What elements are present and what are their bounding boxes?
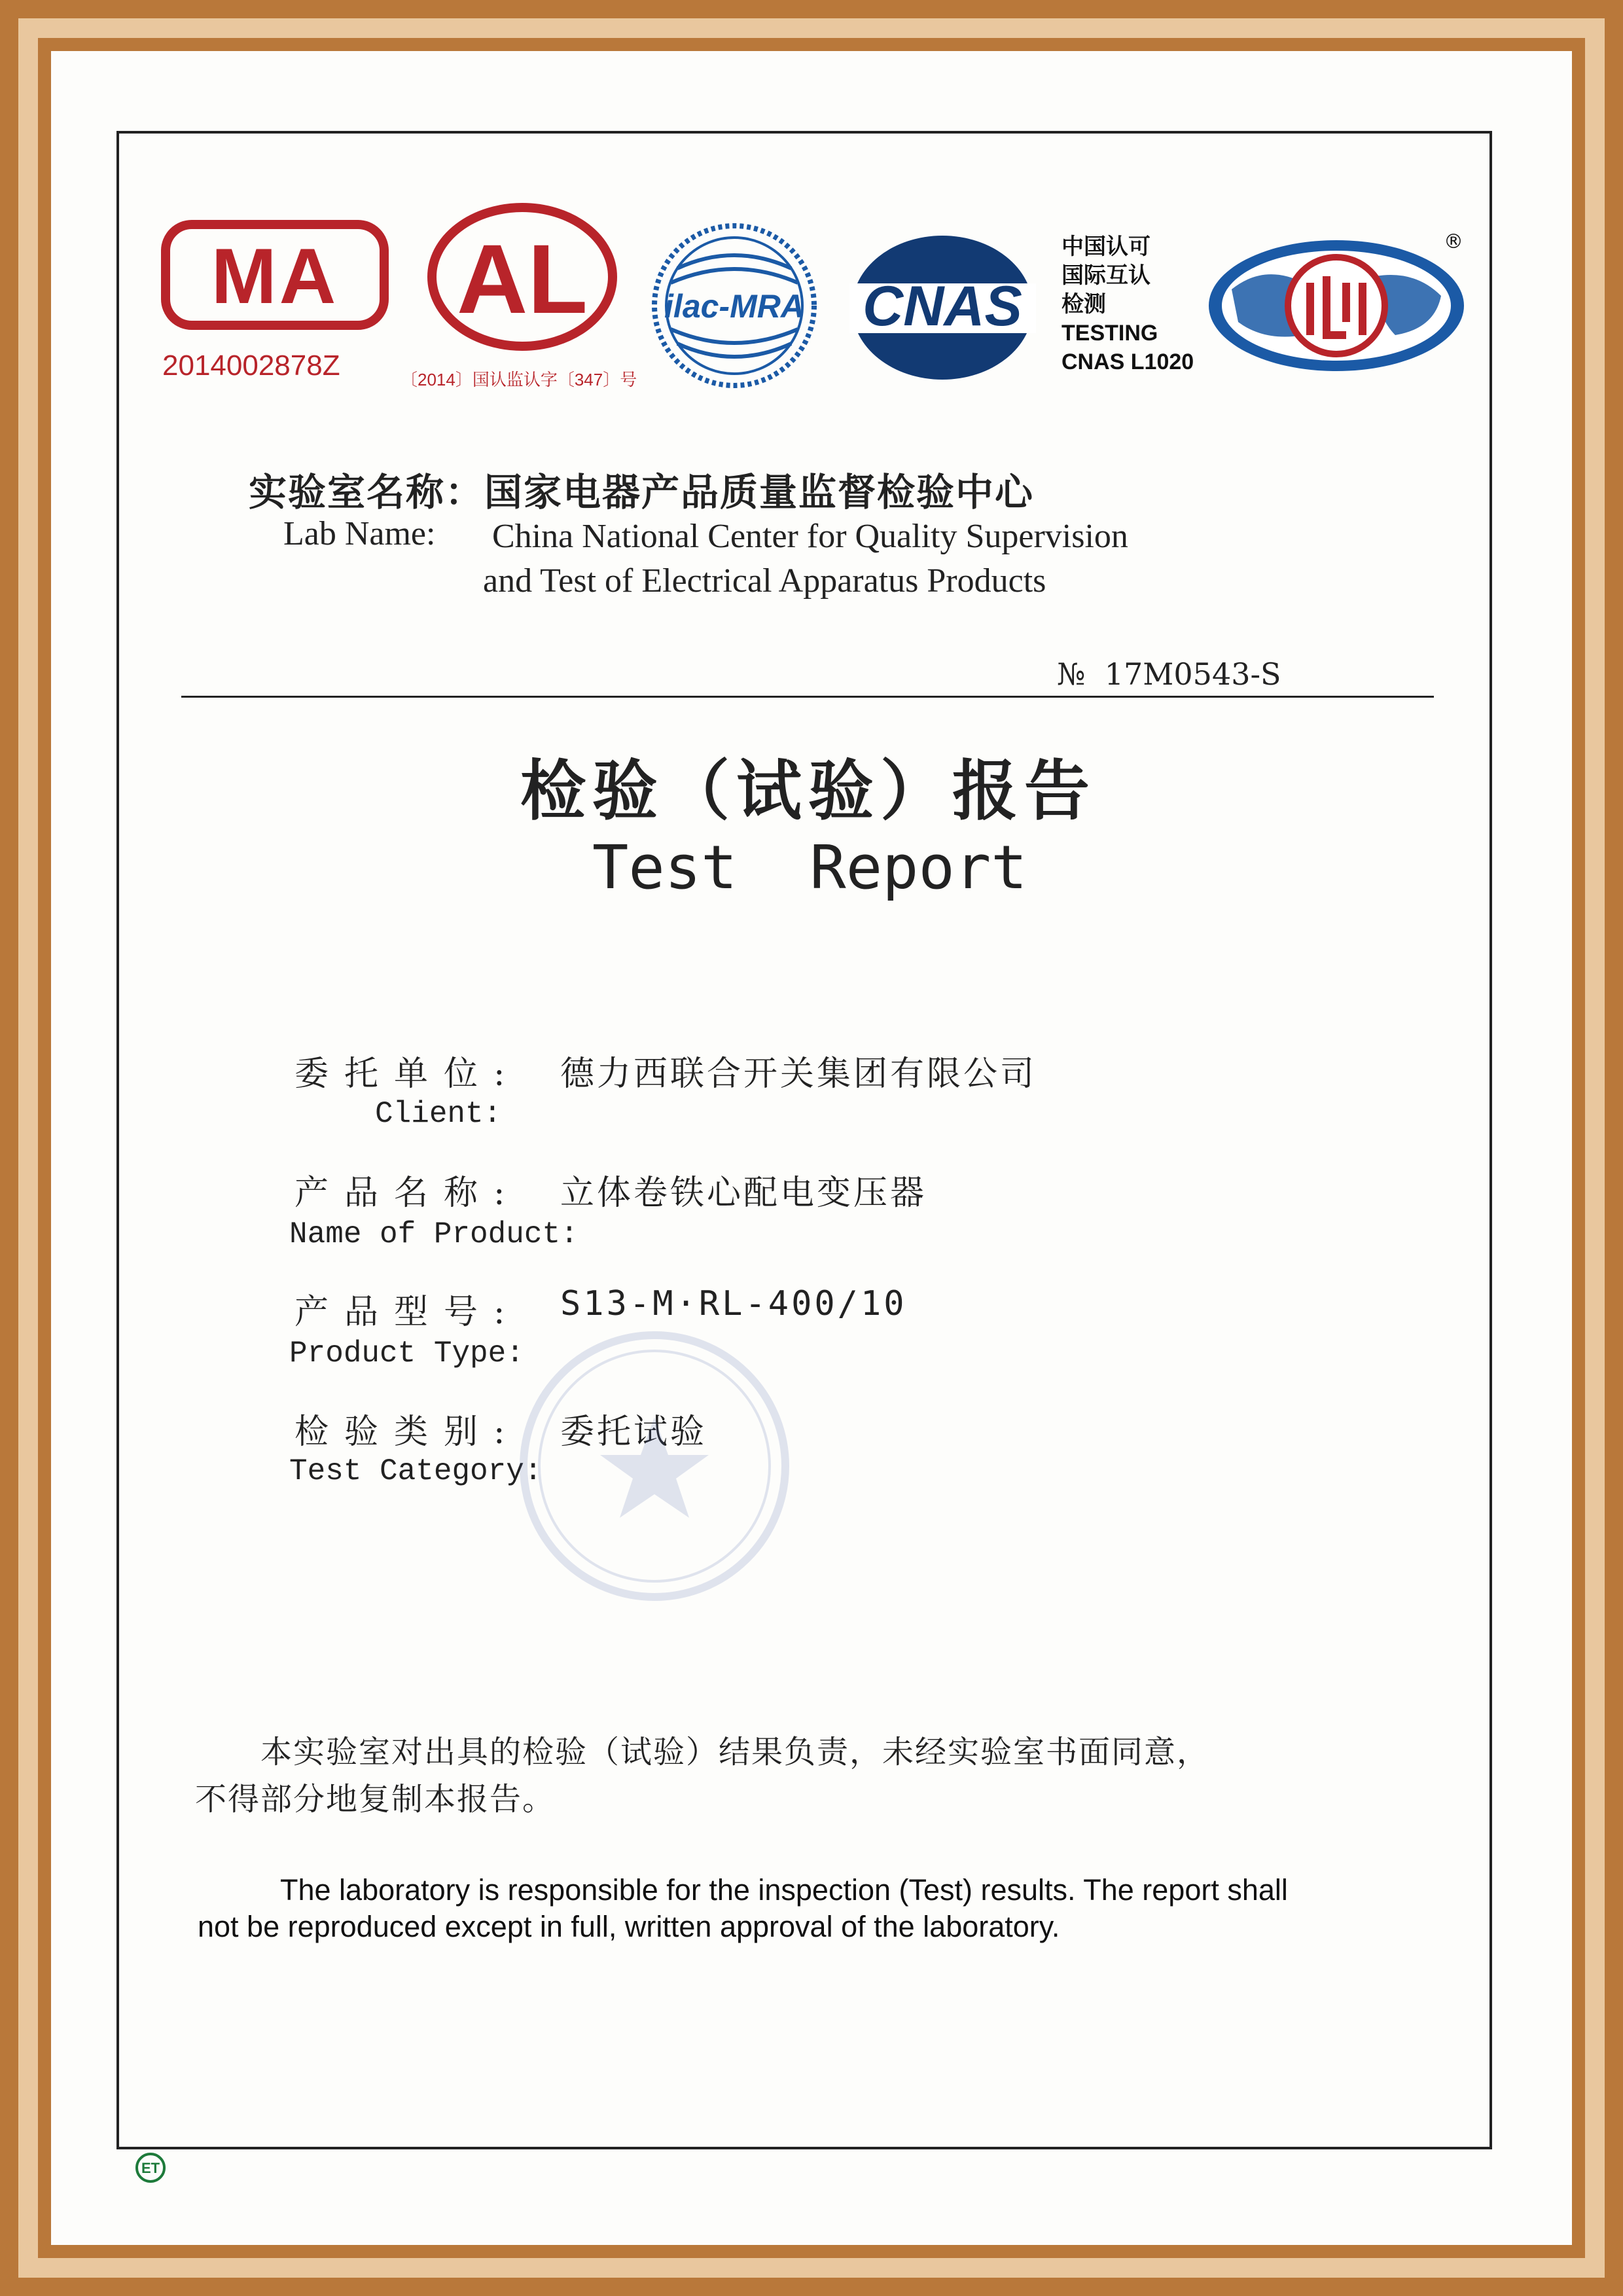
- client-label-en: Client:: [375, 1097, 502, 1131]
- header-rule: [181, 696, 1434, 698]
- product-type-value: S13-M·RL-400/10: [560, 1284, 907, 1323]
- ilac-mra-text: ilac-MRA: [664, 288, 804, 325]
- title-en: Test Report: [592, 833, 1027, 903]
- cnas-line: CNAS L1020: [1061, 350, 1194, 374]
- lab-name-cn: [249, 461, 1034, 516]
- report-number: № 17M0543-S: [1057, 656, 1281, 692]
- cma-number: 2014002878Z: [162, 350, 340, 382]
- cal-number: 〔2014〕国认监认字〔347〕号: [401, 370, 637, 389]
- cnas-mark-text: CNAS: [863, 275, 1022, 338]
- product-name-label-en: Name of Product:: [289, 1217, 579, 1251]
- disclaimer-en-line2: not be reproduced except in full, written approval of the laboratory.: [198, 1910, 1060, 1943]
- lab-name-en-line1: China National Center for Quality Supervision: [492, 518, 1128, 555]
- cnas-logo: [849, 232, 1036, 383]
- cnas-line: 中国认可: [1061, 234, 1150, 259]
- disclaimer-cn-line1: 本实验室对出具的检验（试验）结果负责，未经实验室书面同意，: [260, 1734, 1210, 1770]
- lab-name-en-line2: and Test of Electrical Apparatus Products: [483, 562, 1046, 600]
- svg-text:AL: AL: [457, 224, 588, 334]
- disclaimer-cn-line2: 不得部分地复制本报告。: [195, 1781, 556, 1818]
- et-mark-text: ET: [141, 2160, 160, 2176]
- cnas-line: TESTING: [1061, 321, 1158, 346]
- cma-logo: [160, 219, 389, 331]
- cnas-info: [1061, 232, 1194, 376]
- disclaimer-en-line1: The laboratory is responsible for the inspection (Test) results. The report shall: [280, 1873, 1288, 1907]
- official-seal: [514, 1325, 795, 1607]
- registered-mark: ®: [1444, 230, 1463, 253]
- test-category-label-en: Test Category:: [289, 1454, 543, 1488]
- client-value: 德力西联合开关集团有限公司: [560, 1054, 1037, 1094]
- product-name-label-cn: 产品名称:: [294, 1174, 521, 1213]
- lab-label-cn: 实验室名称：: [249, 470, 485, 514]
- test-category-value: 委托试验: [560, 1412, 707, 1452]
- cnas-line: 国际互认: [1061, 263, 1150, 288]
- product-type-label-en: Product Type:: [289, 1336, 524, 1371]
- cnas-line: 检测: [1061, 292, 1106, 317]
- client-label-cn: 委托单位:: [294, 1054, 521, 1094]
- content-box: [116, 131, 1492, 2149]
- cqc-logo: [1205, 237, 1467, 374]
- product-type-label-cn: 产品型号:: [294, 1293, 521, 1332]
- product-name-value: 立体卷铁心配电变压器: [560, 1174, 927, 1213]
- lab-value-cn: 国家电器产品质量监督检验中心: [484, 470, 1035, 514]
- svg-text:MA: MA: [211, 232, 339, 320]
- ilac-mra-logo: [651, 223, 818, 389]
- test-category-label-cn: 检验类别:: [294, 1412, 521, 1452]
- lab-label-en: Lab Name:: [283, 515, 436, 552]
- title-cn: 检验（试验）报告: [520, 753, 1096, 829]
- cal-logo: [424, 202, 620, 352]
- et-mark-icon: [134, 2151, 167, 2184]
